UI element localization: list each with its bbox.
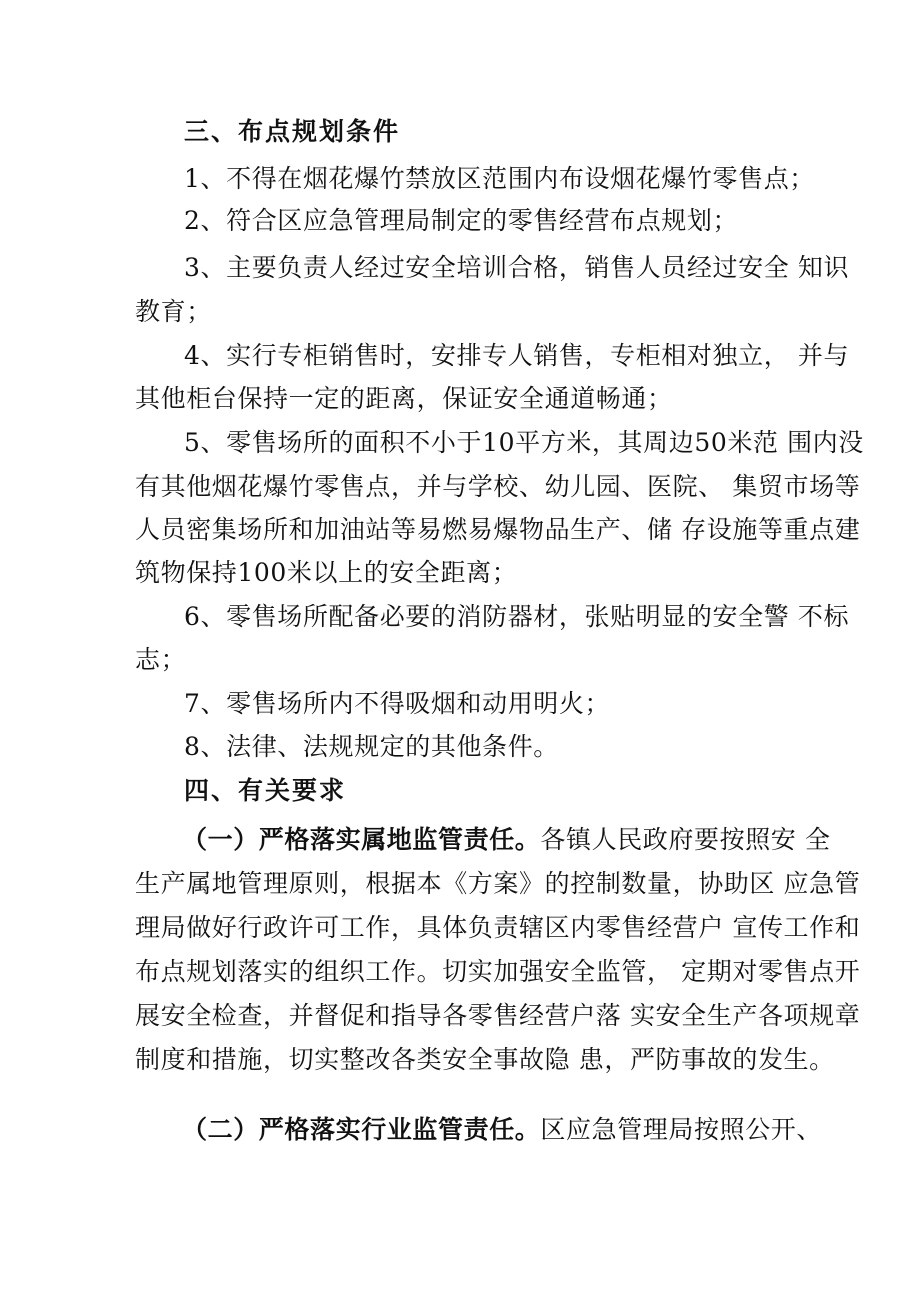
requirement-1-text: 各镇人民政府要按照安 全 [540, 825, 831, 854]
paragraph-line: 其他柜台保持一定的距离，保证安全通道畅通； [135, 384, 673, 413]
paragraph-line: 志； [135, 645, 187, 674]
requirement-2-first-line [182, 1110, 823, 1150]
requirement-1-first-line [182, 820, 831, 860]
paragraph-line: 筑物保持100米以上的安全距离； [135, 558, 518, 587]
paragraph-line: 人员密集场所和加油站等易燃易爆物品生产、储 存设施等重点建 [135, 515, 861, 544]
section-3-heading: 三、布点规划条件 [184, 117, 401, 146]
paragraph-line: 2、符合区应急管理局制定的零售经营布点规划； [184, 206, 739, 235]
paragraph-line: 教育； [135, 297, 212, 326]
paragraph-line: 8、法律、法规规定的其他条件。 [184, 732, 559, 761]
paragraph-line: 3、主要负责人经过安全培训合格，销售人员经过安全 知识 [184, 253, 850, 282]
paragraph-line: 7、零售场所内不得吸烟和动用明火； [184, 689, 611, 718]
paragraph-line: 5、零售场所的面积不小于10平方米，其周边50米范 围内没 [184, 428, 864, 457]
paragraph-line: 6、零售场所配备必要的消防器材，张贴明显的安全警 不标 [184, 602, 850, 631]
paragraph-line: 有其他烟花爆竹零售点，并与学校、幼儿园、医院、 集贸市场等 [135, 472, 861, 501]
paragraph-line: 1、不得在烟花爆竹禁放区范围内布设烟花爆竹零售点； [184, 164, 815, 193]
requirement-2-title: （二）严格落实行业监管责任。 [182, 1115, 541, 1144]
paragraph-line: 展安全检查，并督促和指导各零售经营户落 实安全生产各项规章 [135, 1001, 861, 1030]
paragraph-line: 制度和措施，切实整改各类安全事故隐 患，严防事故的发生。 [135, 1045, 835, 1074]
paragraph-line: 4、实行专柜销售时，安排专人销售，专柜相对独立， 并与 [184, 341, 850, 370]
requirement-2-text: 区应急管理局按照公开、 [540, 1115, 823, 1144]
paragraph-line: 理局做好行政许可工作，具体负责辖区内零售经营户 宣传工作和 [135, 913, 861, 942]
paragraph-line: 布点规划落实的组织工作。切实加强安全监管， 定期对零售点开 [135, 957, 861, 986]
requirement-1-title: （一）严格落实属地监管责任。 [182, 825, 541, 854]
paragraph-line: 生产属地管理原则，根据本《方案》的控制数量，协助区 应急管 [135, 869, 861, 898]
section-4-heading: 四、有关要求 [184, 776, 347, 805]
